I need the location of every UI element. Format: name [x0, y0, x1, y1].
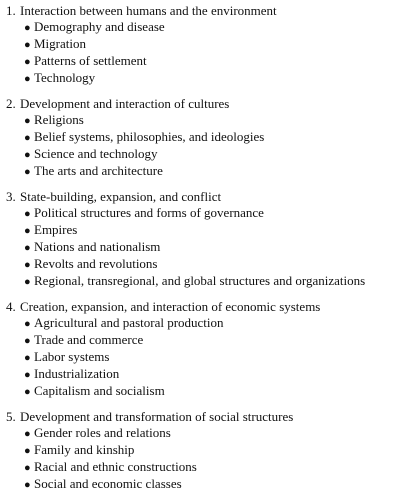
bullet-icon: ●	[24, 22, 31, 34]
theme-number: 3.	[6, 189, 16, 204]
list-item	[24, 315, 405, 332]
list-item	[24, 70, 405, 87]
theme-heading	[0, 409, 405, 425]
bullet-icon: ●	[24, 352, 31, 364]
bullet-icon: ●	[24, 335, 31, 347]
list-item	[24, 383, 405, 400]
list-item	[24, 222, 405, 239]
bullet-icon: ●	[24, 259, 31, 271]
list-item	[24, 273, 405, 290]
bullet-icon: ●	[24, 149, 31, 161]
list-item	[24, 332, 405, 349]
bullet-icon: ●	[24, 115, 31, 127]
list-item	[24, 53, 405, 70]
bullet-icon: ●	[24, 318, 31, 330]
list-item-text: Nations and nationalism	[34, 239, 161, 254]
bullet-icon: ●	[24, 462, 31, 474]
list-item	[24, 36, 405, 53]
list-item	[24, 349, 405, 366]
bullet-icon: ●	[24, 276, 31, 288]
theme-title: State-building, expansion, and conflict	[20, 189, 222, 204]
bullet-icon: ●	[24, 479, 31, 491]
bullet-icon: ●	[24, 225, 31, 237]
theme-2	[0, 96, 405, 180]
list-item	[24, 163, 405, 180]
theme-title: Interaction between humans and the environment	[20, 3, 277, 18]
bullet-icon: ●	[24, 386, 31, 398]
theme-title: Creation, expansion, and interaction of economic systems	[20, 299, 321, 314]
list-item-text: Gender roles and relations	[34, 425, 171, 440]
bullet-list	[0, 315, 405, 400]
list-item-text: Family and kinship	[34, 442, 135, 457]
list-item-text: Revolts and revolutions	[34, 256, 158, 271]
theme-heading	[0, 96, 405, 112]
list-item-text: Demography and disease	[34, 19, 165, 34]
list-item	[24, 476, 405, 493]
list-item-text: Belief systems, philosophies, and ideologies	[34, 129, 265, 144]
bullet-icon: ●	[24, 369, 31, 381]
list-item-text: Regional, transregional, and global structures and organizations	[34, 273, 366, 288]
theme-4	[0, 299, 405, 400]
list-item	[24, 239, 405, 256]
theme-heading	[0, 299, 405, 315]
list-item	[24, 425, 405, 442]
list-item-text: Social and economic classes	[34, 476, 182, 491]
list-item-text: Science and technology	[34, 146, 158, 161]
list-item	[24, 442, 405, 459]
bullet-icon: ●	[24, 132, 31, 144]
theme-number: 1.	[6, 3, 16, 18]
list-item	[24, 129, 405, 146]
list-item	[24, 146, 405, 163]
bullet-icon: ●	[24, 428, 31, 440]
theme-heading	[0, 3, 405, 19]
list-item-text: Political structures and forms of governance	[34, 205, 264, 220]
bullet-icon: ●	[24, 39, 31, 51]
list-item-text: Migration	[34, 36, 86, 51]
list-item	[24, 112, 405, 129]
list-item	[24, 205, 405, 222]
theme-number: 2.	[6, 96, 16, 111]
list-item-text: Agricultural and pastoral production	[34, 315, 224, 330]
list-item-text: Trade and commerce	[34, 332, 144, 347]
list-item	[24, 256, 405, 273]
list-item	[24, 366, 405, 383]
list-item-text: Patterns of settlement	[34, 53, 147, 68]
list-item-text: Labor systems	[34, 349, 110, 364]
theme-5	[0, 409, 405, 493]
list-item	[24, 19, 405, 36]
theme-number: 4.	[6, 299, 16, 314]
list-item-text: Industrialization	[34, 366, 120, 381]
theme-title: Development and transformation of social structures	[20, 409, 294, 424]
list-item-text: Capitalism and socialism	[34, 383, 165, 398]
bullet-icon: ●	[24, 208, 31, 220]
bullet-list	[0, 205, 405, 290]
bullet-list	[0, 112, 405, 180]
bullet-icon: ●	[24, 445, 31, 457]
bullet-icon: ●	[24, 166, 31, 178]
list-item-text: Religions	[34, 112, 84, 127]
list-item	[24, 459, 405, 476]
theme-title: Development and interaction of cultures	[20, 96, 230, 111]
theme-3	[0, 189, 405, 290]
bullet-list	[0, 425, 405, 493]
theme-heading	[0, 189, 405, 205]
list-item-text: Empires	[34, 222, 78, 237]
bullet-icon: ●	[24, 56, 31, 68]
bullet-icon: ●	[24, 242, 31, 254]
bullet-icon: ●	[24, 73, 31, 85]
list-item-text: Racial and ethnic constructions	[34, 459, 197, 474]
list-item-text: Technology	[34, 70, 96, 85]
theme-1	[0, 3, 405, 87]
bullet-list	[0, 19, 405, 87]
theme-number: 5.	[6, 409, 16, 424]
list-item-text: The arts and architecture	[34, 163, 163, 178]
